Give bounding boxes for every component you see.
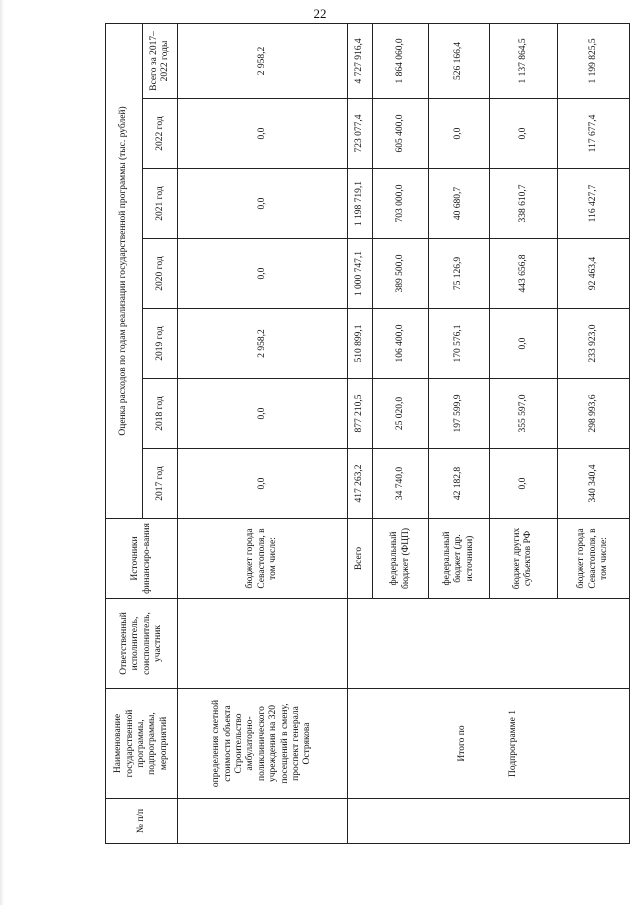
- value-cell: 723 077,4: [347, 99, 373, 169]
- row-num-cell: [178, 799, 347, 844]
- header-name: Наименование государственной программы, подпрограммы, мероприятий: [106, 689, 178, 799]
- header-source: Источники финансиро-вания: [106, 519, 178, 599]
- table-row: [347, 23, 373, 843]
- source-cell: Всего: [347, 519, 373, 599]
- value-cell: 605 400,0: [373, 99, 429, 169]
- value-cell: 1 137 864,5: [489, 23, 557, 98]
- total-executor-cell: [347, 599, 629, 689]
- table-row: [178, 23, 347, 843]
- value-cell: 1 000 747,1: [347, 239, 373, 309]
- rotated-table: [105, 24, 630, 844]
- value-cell: 510 899,1: [347, 309, 373, 379]
- source-cell: федеральный бюджет (ФЦП): [373, 519, 429, 599]
- value-cell: 116 427,7: [557, 169, 629, 239]
- value-cell: 2 958,2: [178, 309, 347, 379]
- total-label-top: Итого по: [456, 725, 467, 762]
- header-year: 2017 год: [143, 449, 178, 519]
- page-number: 22: [313, 6, 327, 21]
- row-source-cell: бюджет города Севастополя, в том числе:: [178, 519, 347, 599]
- value-cell: 389 500,0: [373, 239, 429, 309]
- header-executor: Ответственный исполнитель, соисполнитель, участник: [106, 599, 178, 689]
- header-year: 2022 год: [143, 99, 178, 169]
- value-cell: 2 958,2: [178, 23, 347, 98]
- value-cell: 1 864 060,0: [373, 23, 429, 98]
- row-executor-cell: [178, 599, 347, 689]
- value-cell: 526 166,4: [429, 23, 490, 98]
- value-cell: 170 576,1: [429, 309, 490, 379]
- value-cell: 75 126,9: [429, 239, 490, 309]
- value-cell: 877 210,5: [347, 379, 373, 449]
- rotated-table-frame: [105, 24, 630, 844]
- total-label-bottom: Подпрограмме 1: [508, 710, 519, 777]
- header-year: 2021 год: [143, 169, 178, 239]
- header-year-total: Всего за 2017–2022 годы: [143, 23, 178, 98]
- scan-edge: [0, 0, 4, 905]
- value-cell: 197 599,9: [429, 379, 490, 449]
- value-cell: 40 680,7: [429, 169, 490, 239]
- value-cell: 417 263,2: [347, 449, 373, 519]
- value-cell: 4 727 916,4: [347, 23, 373, 98]
- value-cell: 25 020,0: [373, 379, 429, 449]
- value-cell: 92 463,4: [557, 239, 629, 309]
- value-cell: 0,0: [489, 309, 557, 379]
- value-cell: 1 198 719,1: [347, 169, 373, 239]
- value-cell: 0,0: [489, 99, 557, 169]
- header-year: 2019 год: [143, 309, 178, 379]
- header-estimate-group: Оценка расходов по годам реализации государственной программы (тыс. рублей): [106, 23, 143, 518]
- value-cell: 0,0: [178, 449, 347, 519]
- value-cell: 340 340,4: [557, 449, 629, 519]
- value-cell: 0,0: [178, 379, 347, 449]
- value-cell: 0,0: [489, 449, 557, 519]
- row-name-cell: определения сметной стоимости объекта Строительство амбулаторно-поликлинического учреждения на 320 посещений в смену, проспект генерала Острякова: [178, 689, 347, 799]
- value-cell: 0,0: [429, 99, 490, 169]
- source-cell: бюджет города Севастополя, в том числе:: [557, 519, 629, 599]
- value-cell: 106 400,0: [373, 309, 429, 379]
- source-cell: бюджет других субъектов РФ: [489, 519, 557, 599]
- total-num-cell: [347, 799, 629, 844]
- value-cell: 0,0: [178, 169, 347, 239]
- value-cell: 703 000,0: [373, 169, 429, 239]
- budget-table: [105, 23, 630, 844]
- value-cell: 443 656,8: [489, 239, 557, 309]
- value-cell: 355 597,0: [489, 379, 557, 449]
- header-year: 2020 год: [143, 239, 178, 309]
- value-cell: 0,0: [178, 99, 347, 169]
- value-cell: 0,0: [178, 239, 347, 309]
- value-cell: 34 740,0: [373, 449, 429, 519]
- value-cell: 117 677,4: [557, 99, 629, 169]
- header-year: 2018 год: [143, 379, 178, 449]
- total-label-cell: [347, 689, 629, 799]
- source-cell: федеральный бюджет (др. источники): [429, 519, 490, 599]
- value-cell: 298 993,6: [557, 379, 629, 449]
- value-cell: 338 610,7: [489, 169, 557, 239]
- header-num: № п/п: [106, 799, 178, 844]
- value-cell: 42 182,8: [429, 449, 490, 519]
- value-cell: 233 923,0: [557, 309, 629, 379]
- value-cell: 1 199 825,5: [557, 23, 629, 98]
